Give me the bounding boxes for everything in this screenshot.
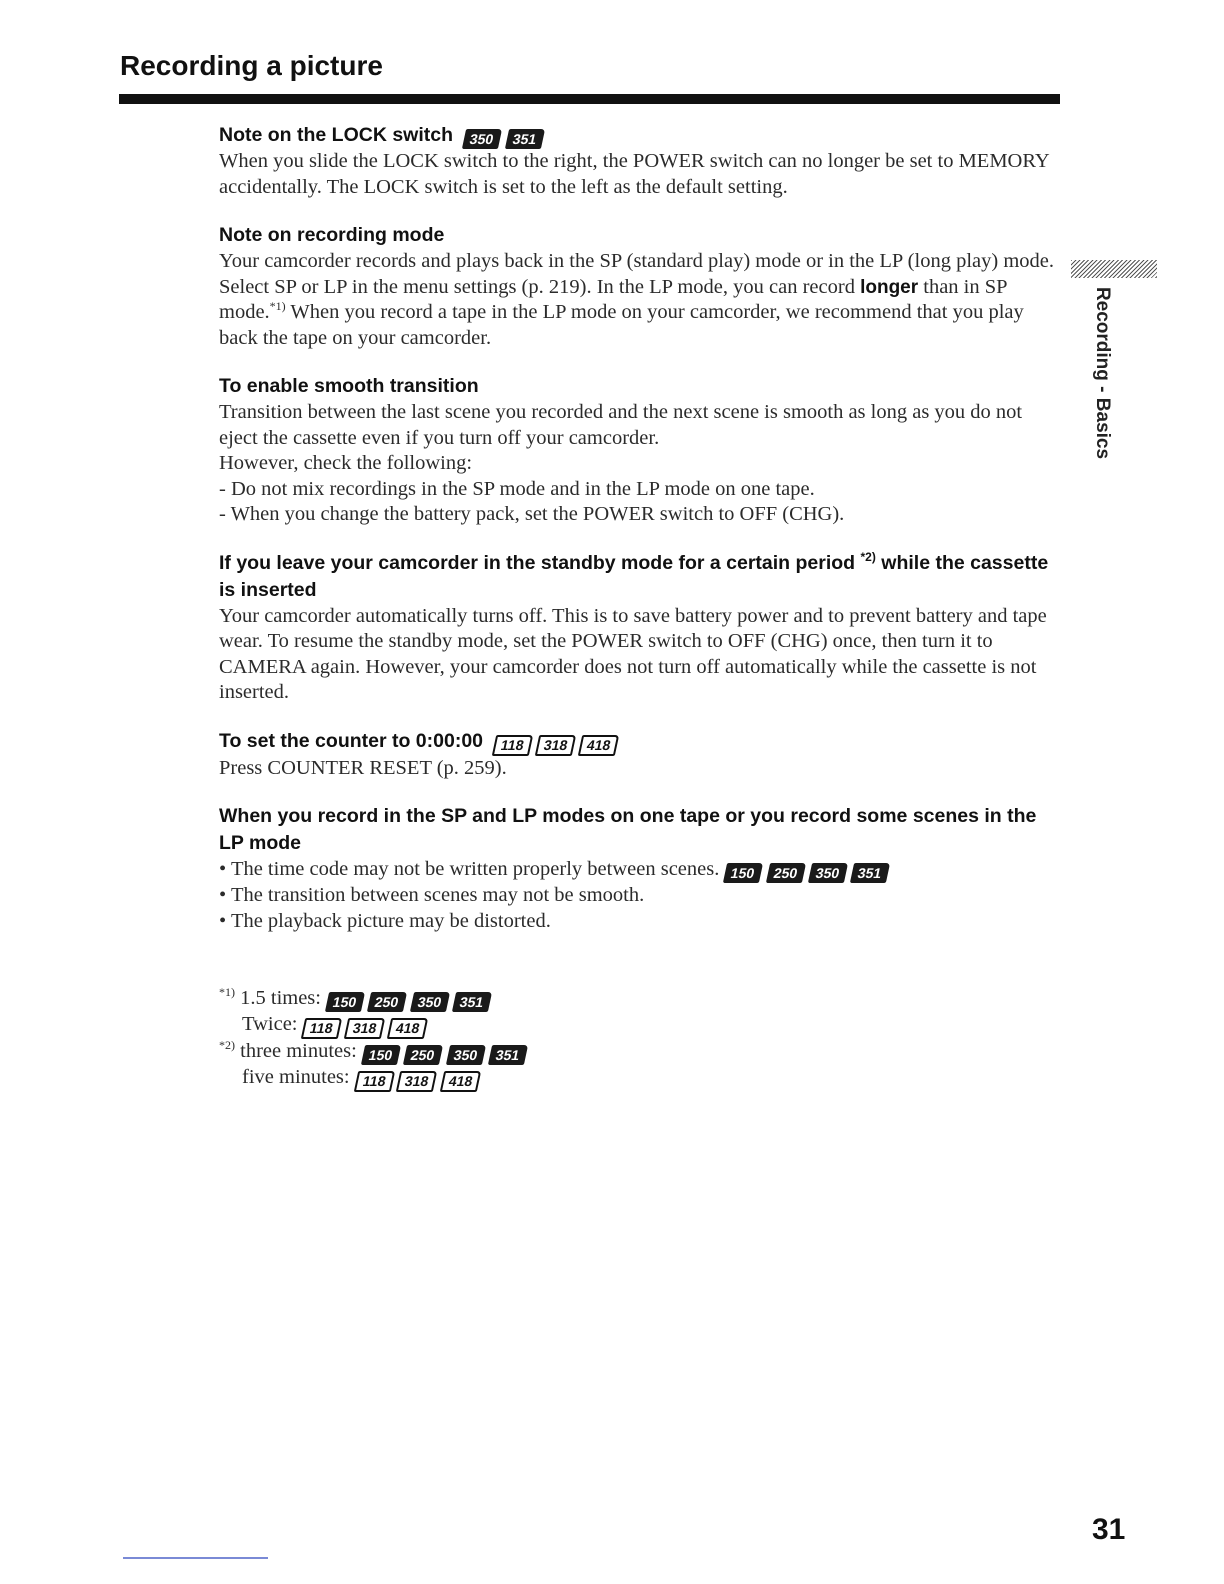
model-badge-icon: 150 [361, 1045, 402, 1065]
model-badges [458, 124, 543, 146]
model-badge-icon: 350 [462, 129, 503, 149]
text-part: When you record a tape in the LP mode on your camcorder, we recommend that you play back the tape on your camcorder. [219, 301, 1024, 349]
section-standby [219, 550, 1059, 706]
model-badge-icon: 250 [367, 992, 408, 1012]
bullet-item [219, 909, 1059, 935]
footnote-label: Twice: [242, 1013, 298, 1035]
model-badge-icon: 351 [452, 992, 493, 1012]
paragraph: However, check the following: [219, 452, 473, 474]
model-badges [297, 1013, 426, 1035]
section-heading: Note on recording mode [219, 224, 445, 246]
footnote-2b [219, 1065, 1059, 1092]
bullet-list [219, 857, 1059, 934]
model-badge-icon: 150 [723, 863, 764, 883]
chapter-label [1090, 286, 1114, 460]
model-badge-icon: 351 [850, 863, 891, 883]
bullet-text: The playback picture may be distorted. [230, 909, 551, 932]
section-heading [219, 550, 1059, 604]
model-badge-icon: 318 [344, 1018, 386, 1039]
footnote-2 [219, 1039, 1059, 1065]
title-rule [119, 94, 1060, 104]
heading-text: If you leave your camcorder in the standby mode for a certain period [219, 551, 861, 574]
model-badges [321, 987, 490, 1009]
paragraph [219, 249, 1059, 351]
model-badges [357, 1040, 526, 1062]
footnote-1b [219, 1012, 1059, 1039]
section-lock-switch [219, 122, 1059, 200]
model-badge-icon: 250 [403, 1045, 444, 1065]
footnote-marker: *2) [860, 549, 876, 564]
bullet-item [219, 883, 1059, 909]
bullet-text: The transition between scenes may not be smooth. [230, 884, 645, 906]
footnote-marker: *2) [219, 1038, 235, 1052]
footnote-label: five minutes: [242, 1066, 350, 1088]
model-badge-icon: 118 [492, 735, 533, 756]
text-part: than in SP mode. [219, 275, 1007, 323]
section-recording-mode [219, 222, 1059, 351]
model-badge-icon: 118 [353, 1071, 394, 1092]
heading-text: while the cassette is inserted [219, 551, 1049, 601]
footnote-label: 1.5 times: [235, 987, 321, 1009]
page-title: Recording a picture [120, 50, 383, 81]
main-content [219, 122, 1059, 1092]
section-smooth-transition [219, 373, 1059, 528]
model-badge-icon: 250 [766, 863, 807, 883]
model-badge-icon: 350 [410, 992, 451, 1012]
chapter-label-text: Recording - Basics [1092, 286, 1113, 460]
model-badge-icon: 351 [488, 1045, 529, 1065]
model-badge-icon: 350 [445, 1045, 486, 1065]
model-badge-icon: 418 [439, 1071, 481, 1092]
model-badges [350, 1066, 479, 1088]
section-counter [219, 728, 1059, 782]
paragraph: Press COUNTER RESET (p. 259). [219, 756, 507, 779]
heading-text: Note on the LOCK switch [219, 124, 453, 146]
footnotes [219, 986, 1059, 1092]
bullet-item [219, 857, 1059, 883]
model-badge-icon: 418 [387, 1018, 429, 1039]
footnote-label: three minutes: [235, 1040, 357, 1062]
model-badges [488, 730, 617, 752]
list-item: - When you change the battery pack, set the POWER switch to OFF (CHG). [219, 503, 845, 525]
section-sp-lp [219, 803, 1059, 934]
model-badges [719, 858, 888, 880]
page-number: 31 [1092, 1513, 1126, 1546]
section-heading: When you record in the SP and LP modes on one tape or you record some scenes in the LP mode [219, 805, 1037, 854]
model-badge-icon: 350 [808, 863, 849, 883]
bold-word: longer [860, 276, 919, 298]
heading-text: To set the counter to 0:00:00 [219, 729, 484, 752]
list-item: - Do not mix recordings in the SP mode and in the LP mode on one tape. [219, 477, 815, 500]
section-heading [219, 728, 1059, 756]
model-badge-icon: 118 [301, 1018, 342, 1039]
model-badge-icon: 418 [578, 735, 620, 756]
model-badge-icon: 150 [325, 992, 366, 1012]
bullet-text: The time code may not be written properly between scenes. [230, 858, 720, 880]
footnote-1 [219, 986, 1059, 1012]
model-badge-icon: 318 [535, 735, 577, 756]
model-badge-icon: 318 [396, 1071, 438, 1092]
text-part: Your camcorder records and plays back in the SP (standard play) mode or in the LP (long play) mode. Select SP or LP in the menu settings (p. 219). In the LP mode, you can record [219, 250, 1054, 298]
section-heading: To enable smooth transition [219, 375, 479, 397]
footnote-marker: *1) [269, 299, 286, 313]
paragraph: Your camcorder automatically turns off. This is to save battery power and to prevent battery and tape wear. To resume the standby mode, set the POWER switch to OFF (CHG) once, then turn it to CAMERA again. However, your camcorder does not turn off automatically while the cassette is not inserted. [219, 604, 1047, 703]
footer-line [123, 1557, 268, 1559]
model-badge-icon: 351 [505, 129, 546, 149]
footnote-marker: *1) [219, 985, 235, 999]
section-tab-marker [1071, 260, 1157, 278]
paragraph: When you slide the LOCK switch to the right, the POWER switch can no longer be set to MEMORY accidentally. The LOCK switch is set to the left as the default setting. [219, 150, 1049, 198]
section-heading [219, 122, 1059, 149]
paragraph: Transition between the last scene you recorded and the next scene is smooth as long as you do not eject the cassette even if you turn off your camcorder. [219, 401, 1023, 449]
